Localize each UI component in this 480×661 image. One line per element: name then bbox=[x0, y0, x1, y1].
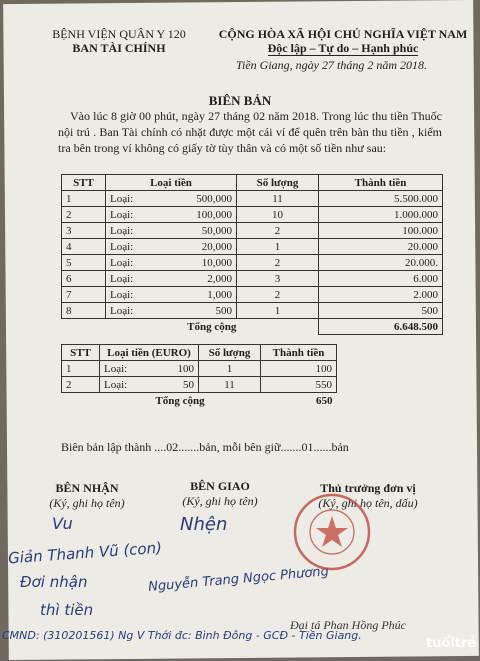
cell-denomination: 2,000 bbox=[160, 271, 236, 287]
national-header bbox=[218, 27, 468, 56]
table-row bbox=[62, 303, 443, 319]
table-total-row bbox=[62, 319, 443, 335]
cell-amount: 500 bbox=[319, 303, 443, 319]
table-row bbox=[62, 207, 443, 223]
cell-type-label: Loại: bbox=[106, 207, 161, 223]
header-type: Loại tiền bbox=[106, 175, 237, 191]
head-signer-name: Đại tá Phan Hồng Phúc bbox=[290, 618, 406, 632]
cell-quantity: 2 bbox=[237, 287, 319, 303]
cell-type-label: Loại: bbox=[106, 271, 161, 287]
cell-denomination: 100,000 bbox=[160, 207, 236, 223]
cell-stt: 7 bbox=[62, 287, 106, 303]
header-amount: Thành tiền bbox=[261, 345, 337, 361]
newspaper-logo: tuổitrẻ bbox=[426, 636, 477, 651]
header-amount: Thành tiền bbox=[319, 175, 443, 191]
receiver-mark: Vu bbox=[52, 514, 73, 533]
cell-amount: 20.000. bbox=[319, 255, 443, 271]
receiver-line2: Đơi nhận bbox=[20, 573, 88, 591]
cell-quantity: 11 bbox=[237, 191, 319, 207]
table-row bbox=[62, 377, 337, 393]
receiver-signature-block bbox=[32, 481, 142, 511]
giver-role: BÊN GIAO bbox=[190, 479, 250, 493]
nation-name: CỘNG HÒA XÃ HỘI CHỦ NGHĨA VIỆT NAM bbox=[218, 27, 468, 41]
intro-paragraph: Vào lúc 8 giờ 00 phút, ngày 27 tháng 02 năm 2018. Trong lúc thu tiền Thuốc nội trú . Ban Tài chính có nhặt được một cái ví để quên trên bàn thu tiền , kiểm tra bên trong ví không có giấy tờ tùy thân và có một số tiền như sau: bbox=[58, 109, 442, 155]
receiver-line3: thì tiền bbox=[40, 601, 94, 619]
cell-denomination: 500 bbox=[160, 303, 236, 319]
table-header-row bbox=[62, 345, 337, 361]
cell-denomination: 20,000 bbox=[160, 239, 236, 255]
cell-denomination: 10,000 bbox=[160, 255, 236, 271]
cell-quantity: 2 bbox=[237, 223, 319, 239]
cell-type-label: Loại: bbox=[100, 361, 155, 377]
cell-amount: 20.000 bbox=[319, 239, 443, 255]
euro-table bbox=[61, 344, 337, 409]
document-title: BIÊN BẢN bbox=[208, 93, 272, 108]
cell-amount: 550 bbox=[261, 377, 337, 393]
cell-amount: 6.000 bbox=[319, 271, 443, 287]
document-date: Tiền Giang, ngày 27 tháng 2 năm 2018. bbox=[236, 58, 427, 72]
cell-type-label: Loại: bbox=[106, 239, 161, 255]
cell-quantity: 1 bbox=[199, 361, 261, 377]
cell-amount: 100.000 bbox=[319, 223, 443, 239]
issuer-hospital: BỆNH VIỆN QUÂN Y 120 bbox=[52, 27, 186, 41]
cell-denomination: 500,000 bbox=[160, 191, 236, 207]
cell-stt: 1 bbox=[62, 191, 106, 207]
cell-stt: 1 bbox=[62, 361, 100, 377]
cell-quantity: 3 bbox=[237, 271, 319, 287]
giver-signature-block bbox=[165, 479, 275, 509]
table-row bbox=[62, 255, 443, 271]
table-row bbox=[62, 361, 337, 377]
giver-name: Nguyễn Trang Ngọc Phương bbox=[147, 564, 330, 595]
head-note: (Ký, ghi họ tên, dấu) bbox=[318, 496, 418, 510]
cell-denomination: 100 bbox=[155, 361, 199, 377]
id-note: CMND: (310201561) Ng V Thới đc: Bình Đông - GCĐ - Tiền Giang. bbox=[2, 629, 362, 642]
header-quantity: Số lượng bbox=[199, 345, 261, 361]
cell-quantity: 1 bbox=[237, 239, 319, 255]
cell-quantity: 10 bbox=[237, 207, 319, 223]
receiver-note: (Ký, ghi họ tên) bbox=[49, 496, 125, 510]
cell-denomination: 1,000 bbox=[160, 287, 236, 303]
table-row bbox=[62, 287, 443, 303]
total-value: 650 bbox=[316, 394, 333, 407]
national-motto: Độc lập – Tự do – Hạnh phúc bbox=[267, 41, 419, 55]
table-header-row bbox=[62, 175, 443, 191]
cell-stt: 5 bbox=[62, 255, 106, 271]
receiver-role: BÊN NHẬN bbox=[55, 481, 119, 495]
cell-quantity: 1 bbox=[237, 303, 319, 319]
cell-denomination: 50,000 bbox=[160, 223, 236, 239]
receiver-name: Giản Thanh Vũ (con) bbox=[7, 538, 163, 568]
issuer-department: BAN TÀI CHÍNH bbox=[72, 41, 166, 55]
table-row bbox=[62, 223, 443, 239]
cell-quantity: 11 bbox=[199, 377, 261, 393]
table-row bbox=[62, 191, 443, 207]
cell-stt: 8 bbox=[62, 303, 106, 319]
total-label: Tổng cộng bbox=[155, 394, 205, 407]
header-stt: STT bbox=[62, 345, 100, 361]
cell-quantity: 2 bbox=[237, 255, 319, 271]
header-type: Loại tiền (EURO) bbox=[100, 345, 199, 361]
official-seal bbox=[292, 492, 372, 572]
cell-type-label: Loại: bbox=[106, 191, 161, 207]
total-label: Tổng cộng bbox=[187, 320, 237, 333]
header-stt: STT bbox=[62, 175, 106, 191]
table-total-row bbox=[62, 393, 337, 409]
cell-amount: 1.000.000 bbox=[319, 207, 443, 223]
copies-line: Biên bản lập thành ....02.......bản, mỗi bên giữ.......01......bản bbox=[61, 440, 349, 454]
total-value: 6.648.500 bbox=[319, 319, 443, 335]
cell-type-label: Loại: bbox=[106, 287, 161, 303]
cell-type-label: Loại: bbox=[106, 223, 161, 239]
giver-signature: Nhện bbox=[180, 514, 228, 535]
cell-stt: 2 bbox=[62, 207, 106, 223]
cell-denomination: 50 bbox=[155, 377, 199, 393]
cell-type-label: Loại: bbox=[100, 377, 155, 393]
cell-type-label: Loại: bbox=[106, 303, 161, 319]
cell-amount: 5.500.000 bbox=[319, 191, 443, 207]
issuer-header bbox=[44, 27, 194, 55]
table-row bbox=[62, 239, 443, 255]
header-quantity: Số lượng bbox=[237, 175, 319, 191]
cell-amount: 100 bbox=[261, 361, 337, 377]
head-role: Thủ trưởng đơn vị bbox=[320, 481, 416, 495]
cell-stt: 3 bbox=[62, 223, 106, 239]
cell-stt: 2 bbox=[62, 377, 100, 393]
cell-amount: 2.000 bbox=[319, 287, 443, 303]
cell-type-label: Loại: bbox=[106, 255, 161, 271]
table-row bbox=[62, 271, 443, 287]
giver-note: (Ký, ghi họ tên) bbox=[182, 494, 258, 508]
cell-stt: 6 bbox=[62, 271, 106, 287]
vnd-table bbox=[61, 174, 443, 335]
cell-stt: 4 bbox=[62, 239, 106, 255]
